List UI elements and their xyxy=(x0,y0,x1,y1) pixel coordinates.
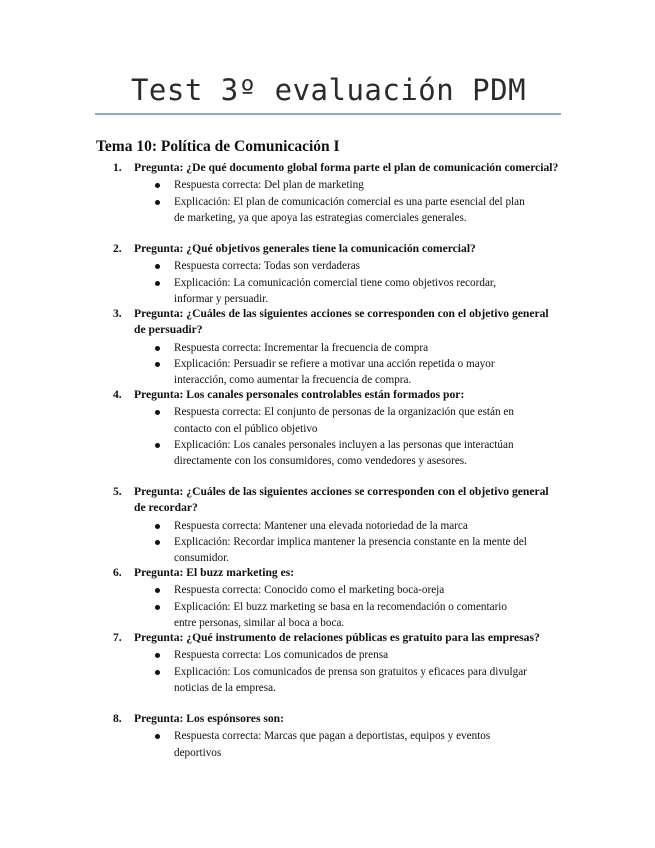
bullet-icon xyxy=(155,362,160,367)
answer-list xyxy=(113,340,563,389)
list-item-answer xyxy=(174,582,563,598)
title-divider xyxy=(95,113,561,115)
bullet-icon xyxy=(155,524,160,529)
list-item-explanation xyxy=(174,534,563,567)
explanation-text: Explicación: Persuadir se refiere a motivar una acción repetida o mayor interacción, como aumentar la frecuencia de compra. xyxy=(174,357,495,387)
bullet-icon xyxy=(155,670,160,675)
document-title: Test 3º evaluación PDM xyxy=(130,73,527,107)
answer-list xyxy=(113,177,563,226)
list-item-explanation xyxy=(174,194,563,227)
question-number: 3. xyxy=(113,307,122,320)
explanation-text: Explicación: El plan de comunicación comercial es una parte esencial del plan de marketing, ya que apoya las estrategias comerciales generales. xyxy=(174,195,525,224)
list-item-answer xyxy=(174,177,563,193)
question-text: Pregunta: Los espónsores son: xyxy=(134,712,284,725)
bullet-icon xyxy=(155,281,160,286)
bullet-icon xyxy=(155,653,160,658)
list-item-answer xyxy=(174,728,563,761)
question-number: 4. xyxy=(113,388,122,401)
question-number: 1. xyxy=(113,161,122,174)
answer-text: Respuesta correcta: Del plan de marketing xyxy=(174,179,364,192)
bullet-icon xyxy=(155,183,160,188)
answer-list xyxy=(113,582,563,631)
answer-list xyxy=(113,647,563,696)
question-text: Pregunta: ¿De qué documento global forma parte el plan de comunicación comercial? xyxy=(134,161,559,174)
list-item-answer xyxy=(174,340,563,356)
section-heading: Tema 10: Política de Comunicación I xyxy=(96,138,340,155)
question-number: 5. xyxy=(113,485,122,498)
bullet-icon xyxy=(155,605,160,610)
question-number: 7. xyxy=(113,631,122,644)
question-number: 6. xyxy=(113,566,122,579)
bullet-icon xyxy=(155,410,160,415)
answer-list xyxy=(113,258,563,307)
bullet-icon xyxy=(155,200,160,205)
question-number: 2. xyxy=(113,242,122,255)
question-item-3 xyxy=(113,306,563,388)
question-text: Pregunta: ¿Cuáles de las siguientes acciones se corresponden con el objetivo general de recordar? xyxy=(134,485,549,515)
question-number: 8. xyxy=(113,712,122,725)
list-item-answer xyxy=(174,647,563,663)
answer-list xyxy=(113,518,563,567)
explanation-text: Explicación: Recordar implica mantener la presencia constante en la mente del consumidor. xyxy=(174,535,527,565)
explanation-text: Explicación: El buzz marketing se basa en la recomendación o comentario entre personas, similar al boca a boca. xyxy=(174,600,508,629)
explanation-text: Explicación: La comunicación comercial tiene como objetivos recordar, informar y persuadir. xyxy=(174,276,496,305)
bullet-icon xyxy=(155,443,160,448)
bullet-icon xyxy=(155,264,160,269)
answer-text: Respuesta correcta: El conjunto de personas de la organización que están en contacto con el público objetivo xyxy=(174,406,514,435)
bullet-icon xyxy=(155,540,160,545)
list-item-answer xyxy=(174,404,563,437)
question-item-1 xyxy=(113,160,563,226)
answer-text: Respuesta correcta: Incrementar la frecuencia de compra xyxy=(174,341,429,354)
question-item-7 xyxy=(113,630,563,696)
list-item-explanation xyxy=(174,275,563,308)
answer-text: Respuesta correcta: Los comunicados de prensa xyxy=(174,649,389,662)
list-item-answer xyxy=(174,518,563,534)
question-text: Pregunta: ¿Qué objetivos generales tiene la comunicación comercial? xyxy=(134,242,476,255)
list-item-answer xyxy=(174,258,563,274)
question-item-5 xyxy=(113,484,563,566)
bullet-icon xyxy=(155,734,160,739)
explanation-text: Explicación: Los canales personales incluyen a las personas que interactúan directamente con los consumidores, como vendedores y asesores. xyxy=(174,438,514,468)
question-text: Pregunta: El buzz marketing es: xyxy=(134,566,295,579)
question-text: Pregunta: ¿Cuáles de las siguientes acciones se corresponden con el objetivo general de persuadir? xyxy=(134,307,549,337)
answer-text: Respuesta correcta: Conocido como el marketing boca-oreja xyxy=(174,584,445,597)
question-item-6 xyxy=(113,565,563,631)
answer-text: Respuesta correcta: Mantener una elevada notoriedad de la marca xyxy=(174,519,468,532)
bullet-icon xyxy=(155,346,160,351)
question-text: Pregunta: Los canales personales controlables están formados por: xyxy=(134,388,465,401)
list-item-explanation xyxy=(174,437,563,470)
explanation-text: Explicación: Los comunicados de prensa son gratuitos y eficaces para divulgar noticias de la empresa. xyxy=(174,665,527,694)
answer-list xyxy=(113,404,563,469)
answer-text: Respuesta correcta: Marcas que pagan a deportistas, equipos y eventos deportivos xyxy=(174,730,491,759)
question-item-4 xyxy=(113,387,563,469)
answer-list xyxy=(113,728,563,761)
bullet-icon xyxy=(155,588,160,593)
question-item-2 xyxy=(113,241,563,307)
question-text: Pregunta: ¿Qué instrumento de relaciones públicas es gratuito para las empresas? xyxy=(134,631,540,644)
list-item-explanation xyxy=(174,356,563,389)
list-item-explanation xyxy=(174,664,563,697)
answer-text: Respuesta correcta: Todas son verdaderas xyxy=(174,260,361,273)
question-item-8 xyxy=(113,711,563,761)
list-item-explanation xyxy=(174,599,563,632)
